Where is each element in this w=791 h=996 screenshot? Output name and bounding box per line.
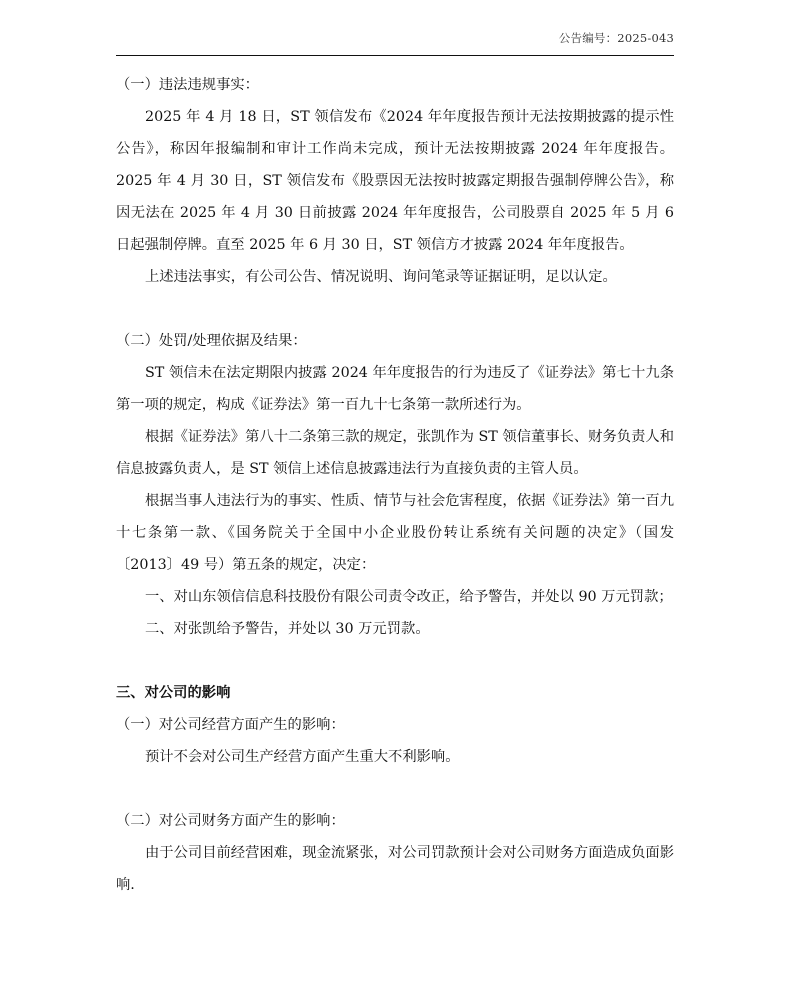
spacer [116, 645, 674, 677]
header-divider [116, 55, 674, 56]
legal-basis-paragraph: 根据当事人违法行为的事实、性质、情节与社会危害程度，依据《证券法》第一百九十七条第一款、《国务院关于全国中小企业股份转让系统有关问题的决定》（国发〔2013〕49 号）第五条的规定，决定： [116, 493, 674, 573]
spacer [116, 773, 674, 805]
operations-impact-paragraph: 预计不会对公司生产经营方面产生重大不利影响。 [145, 749, 460, 765]
violation-facts-heading: （一）违法违规事实： [116, 77, 259, 93]
violation-facts-paragraph: 2025 年 4 月 18 日，ST 领信发布《2024 年年度报告预计无法按期披露的提示性公告》，称因年报编制和审计工作尚未完成，预计无法按期披露 2024 年年度报告。2025 年 4 月 30 日，ST 领信发布《股票因无法按时披露定期报告强制停牌公告》，称因无法在 2025 年 4 月 30 日前披露 2024 年年度报告，公司股票自 2025 年 5 月 6 日起强制停牌。直至 2025 年 6 月 30 日，ST 领信方才披露 2024 年年度报告。 [116, 109, 674, 253]
finance-impact-paragraph: 由于公司目前经营困难，现金流紧张，对公司罚款预计会对公司财务方面造成负面影响. [116, 845, 674, 893]
impact-section-heading: 三、对公司的影响 [116, 685, 231, 701]
penalty-basis-heading: （二）处罚/处理依据及结果： [116, 333, 307, 349]
decision-item-company: 一、对山东领信信息科技股份有限公司责令改正，给予警告，并处以 90 万元罚款； [145, 589, 673, 605]
evidence-paragraph: 上述违法事实，有公司公告、情况说明、询问笔录等证据证明，足以认定。 [145, 269, 617, 285]
announcement-number: 公告编号：2025-043 [558, 31, 674, 45]
finance-impact-heading: （二）对公司财务方面产生的影响： [116, 813, 345, 829]
responsible-person-paragraph: 根据《证券法》第八十二条第三款的规定，张凯作为 ST 领信董事长、财务负责人和信息披露负责人，是 ST 领信上述信息披露违法行为直接负责的主管人员。 [116, 429, 674, 477]
decision-item-person: 二、对张凯给予警告，并处以 30 万元罚款。 [145, 621, 430, 637]
violation-description-paragraph: ST 领信未在法定期限内披露 2024 年年度报告的行为违反了《证券法》第七十九条第一项的规定，构成《证券法》第一百九十七条第一款所述行为。 [116, 365, 674, 413]
operations-impact-heading: （一）对公司经营方面产生的影响： [116, 717, 345, 733]
document-body [116, 69, 674, 901]
spacer [116, 293, 674, 325]
